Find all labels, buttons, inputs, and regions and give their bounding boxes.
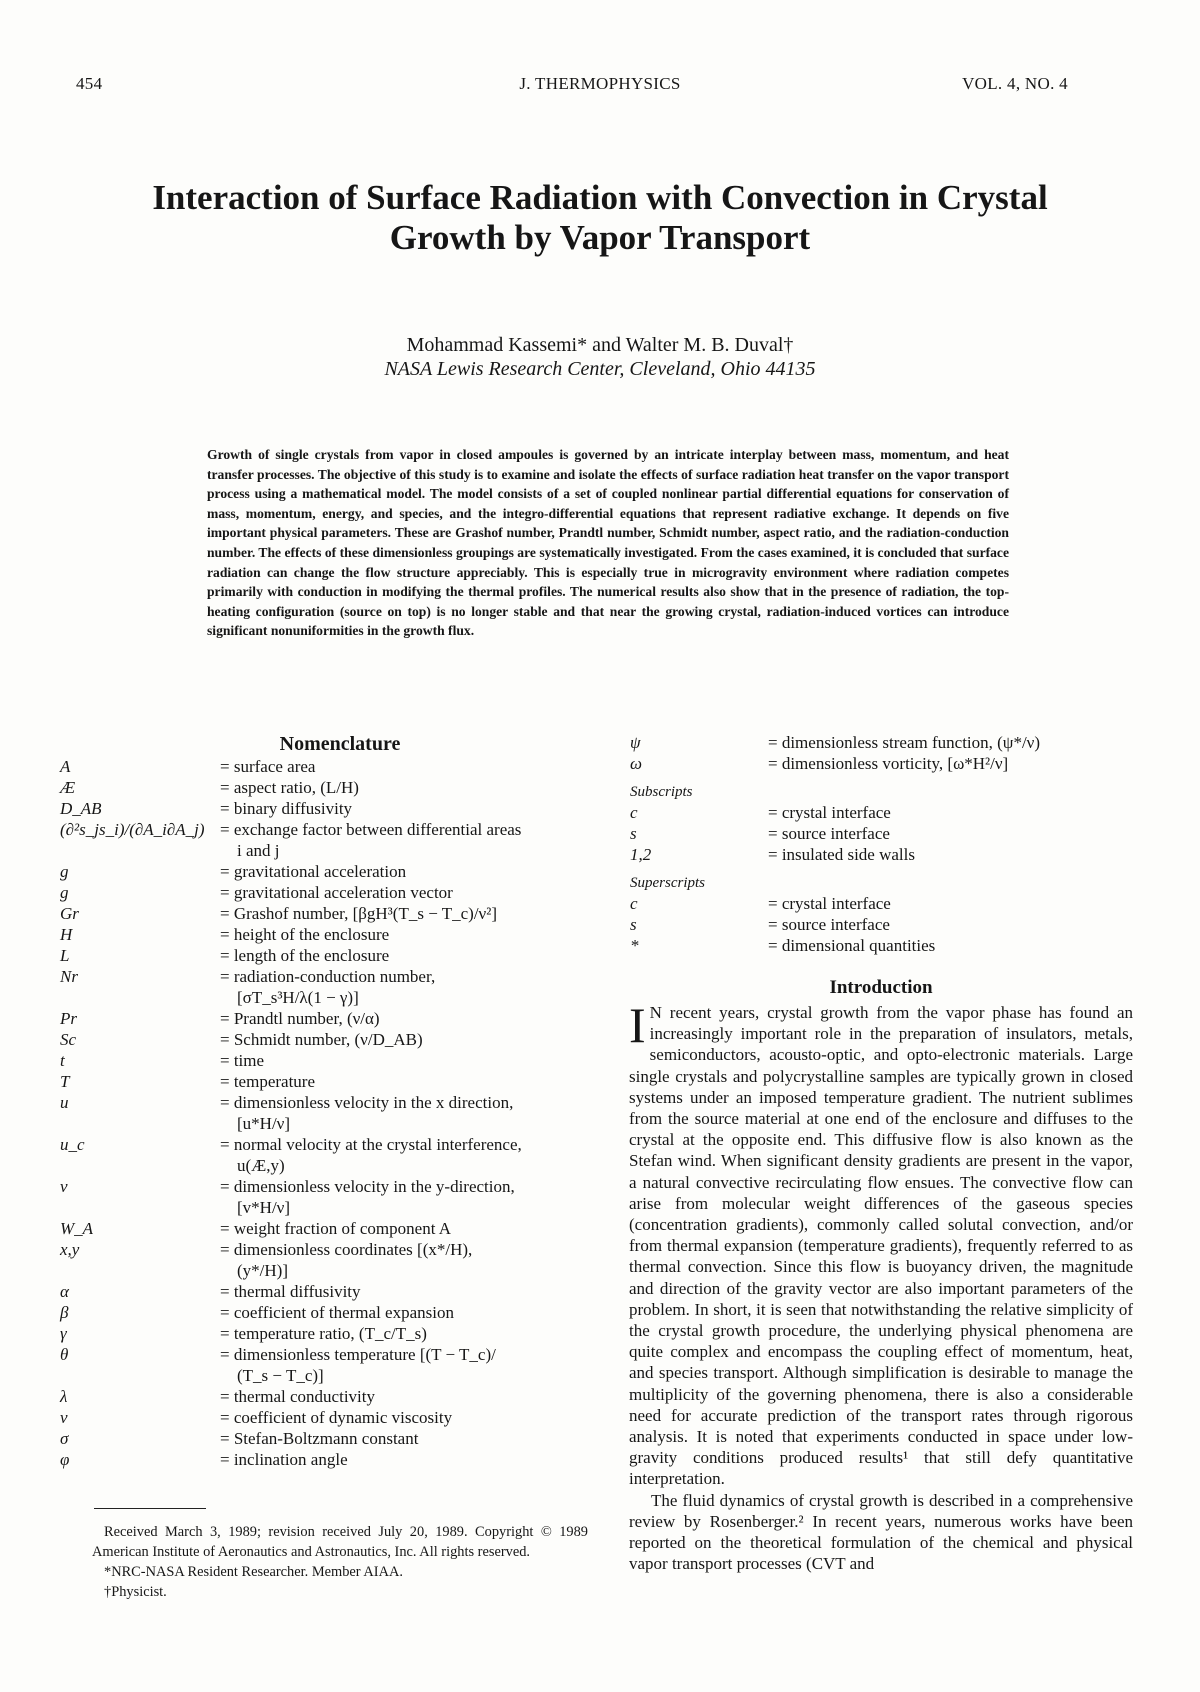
definition-text: = binary diffusivity [220,799,353,818]
definition-text: = dimensionless temperature [(T − T_c)/ [220,1345,496,1364]
definition-text: = Grashof number, [βgH³(T_s − T_c)/ν²] [220,904,497,923]
nomenclature-definition [220,1218,600,1239]
nomenclature-symbol: c [630,803,638,822]
subscripts-list [630,802,1150,865]
definition-text: = thermal diffusivity [220,1282,361,1301]
nomenclature-entry [60,1386,600,1407]
nomenclature-symbol: Æ [60,778,76,797]
nomenclature-symbol: θ [60,1345,69,1364]
nomenclature-symbol: λ [60,1387,68,1406]
page-number: 454 [76,74,103,93]
title-line-2: Growth by Vapor Transport [389,218,811,257]
nomenclature-definition [220,1008,600,1029]
nomenclature-definition [220,1281,600,1302]
nomenclature-symbol: T [60,1072,70,1091]
nomenclature-entry [60,924,600,945]
nomenclature-entry [630,753,1150,774]
footnote-author-1: *NRC-NASA Resident Researcher. Member AIAA. [104,1564,403,1580]
nomenclature-symbol: u [60,1093,69,1112]
nomenclature-entry [630,914,1150,935]
nomenclature-symbol: c [630,894,638,913]
footnote-received: Received March 3, 1989; revision received July 20, 1989. Copyright © 1989 American Institute of Aeronautics and Astronautics, Inc. All rights reserved. [92,1524,588,1560]
definition-text: = coefficient of dynamic viscosity [220,1408,453,1427]
nomenclature-definition [220,861,600,882]
superscripts-list [630,893,1150,956]
definition-continuation: [σT_s³H/λ(1 − γ)] [237,988,359,1007]
footnote-author-2: †Physicist. [104,1584,167,1600]
nomenclature-entry [60,1239,600,1281]
nomenclature-entry [60,819,600,861]
footnote-rule [94,1508,206,1509]
nomenclature-list [60,756,600,1470]
nomenclature-symbol: 1,2 [630,845,652,864]
nomenclature-definition [220,1407,600,1428]
definition-text: = length of the enclosure [220,946,390,965]
nomenclature-entry [60,1302,600,1323]
nomenclature-entry [60,1029,600,1050]
nomenclature-left [60,732,600,1470]
nomenclature-symbol: ψ [630,733,641,752]
introduction-paragraph-2: The fluid dynamics of crystal growth is described in a comprehensive review by Rosenberger.² In recent years, numerous works have been reported on the theoretical formulation of the chemical and physical vapor transport processes (CVT and [629,1490,1133,1574]
footnotes [92,1522,588,1602]
definition-text: = time [220,1051,265,1070]
definition-text: = exchange factor between differential areas [220,820,522,839]
nomenclature-entry [630,823,1150,844]
nomenclature-entry [630,802,1150,823]
definition-text: = inclination angle [220,1450,348,1469]
nomenclature-definition: = dimensionless stream function, (ψ*/ν) [768,733,1041,752]
nomenclature-definition [220,1092,600,1134]
nomenclature-symbol: H [60,925,73,944]
nomenclature-entry [60,1281,600,1302]
nomenclature-entry [60,756,600,777]
nomenclature-entry [60,798,600,819]
nomenclature-symbol: Sc [60,1030,77,1049]
nomenclature-symbol: γ [60,1324,67,1343]
definition-text: = aspect ratio, (L/H) [220,778,359,797]
definition-text: = weight fraction of component A [220,1219,452,1238]
nomenclature-definition [220,1029,600,1050]
nomenclature-entry [60,1071,600,1092]
nomenclature-symbol: σ [60,1429,69,1448]
nomenclature-greek-list [630,732,1150,774]
nomenclature-symbol: x,y [60,1240,80,1259]
nomenclature-symbol: (∂²s_js_i)/(∂A_i∂A_j) [60,820,205,839]
nomenclature-symbol: s [630,824,637,843]
nomenclature-entry [60,966,600,1008]
nomenclature-entry [60,1008,600,1029]
title-line-1: Interaction of Surface Radiation with Convection in Crystal [152,178,1048,217]
definition-text: = dimensionless velocity in the x direction, [220,1093,514,1112]
nomenclature-symbol: α [60,1282,69,1301]
nomenclature-symbol: Pr [60,1009,77,1028]
nomenclature-heading: Nomenclature [279,733,401,755]
nomenclature-symbol: Nr [60,967,78,986]
nomenclature-definition [220,1071,600,1092]
nomenclature-definition: = dimensional quantities [768,936,936,955]
nomenclature-definition [220,1239,600,1281]
nomenclature-definition [220,1302,600,1323]
definition-text: = coefficient of thermal expansion [220,1303,454,1322]
nomenclature-right [630,732,1150,956]
authors: Mohammad Kassemi* and Walter M. B. Duval† [406,334,794,356]
nomenclature-entry [60,1092,600,1134]
nomenclature-definition [220,756,600,777]
nomenclature-definition [220,1323,600,1344]
nomenclature-symbol: Gr [60,904,79,923]
nomenclature-definition: = source interface [768,824,890,843]
nomenclature-entry [60,903,600,924]
definition-text: = temperature ratio, (T_c/T_s) [220,1324,427,1343]
nomenclature-entry [60,1134,600,1176]
definition-continuation: [v*H/ν] [237,1198,291,1217]
nomenclature-symbol: L [60,946,70,965]
nomenclature-definition [220,966,600,1008]
nomenclature-symbol: * [630,936,639,955]
nomenclature-definition: = crystal interface [768,803,891,822]
nomenclature-entry [630,893,1150,914]
nomenclature-entry [630,844,1150,865]
nomenclature-symbol: β [60,1303,69,1322]
nomenclature-definition [220,819,600,861]
nomenclature-definition [220,1344,600,1386]
nomenclature-definition [220,924,600,945]
nomenclature-symbol: g [60,883,69,902]
nomenclature-definition [220,903,600,924]
nomenclature-definition: = insulated side walls [768,845,915,864]
nomenclature-entry [60,945,600,966]
nomenclature-definition: = dimensionless vorticity, [ω*H²/ν] [768,754,1009,773]
definition-text: = thermal conductivity [220,1387,375,1406]
definition-text: = radiation-conduction number, [220,967,436,986]
definition-continuation: [u*H/ν] [237,1114,291,1133]
drop-cap: I [629,997,646,1053]
definition-text: = surface area [220,757,316,776]
nomenclature-entry [60,1218,600,1239]
nomenclature-symbol: A [60,757,71,776]
introduction-heading: Introduction [829,977,933,998]
definition-continuation: u(Æ,y) [237,1156,285,1175]
nomenclature-symbol: W_A [60,1219,94,1238]
definition-text: = height of the enclosure [220,925,390,944]
nomenclature-entry [60,861,600,882]
nomenclature-entry [630,732,1150,753]
subscripts-heading: Subscripts [630,784,693,800]
nomenclature-symbol: g [60,862,69,881]
nomenclature-entry [60,1323,600,1344]
nomenclature-entry [60,882,600,903]
definition-continuation: (y*/H)] [237,1261,288,1280]
nomenclature-entry [60,1050,600,1071]
definition-text: = gravitational acceleration [220,862,407,881]
definition-text: = Stefan-Boltzmann constant [220,1429,419,1448]
superscripts-heading: Superscripts [630,875,705,891]
definition-text: = gravitational acceleration vector [220,883,453,902]
introduction-paragraph-1 [629,997,1133,1490]
nomenclature-definition [220,882,600,903]
nomenclature-symbol: ν [60,1408,68,1427]
nomenclature-entry [60,1176,600,1218]
paper-title [80,178,1120,258]
journal-name: J. THERMOPHYSICS [519,74,681,93]
nomenclature-entry [60,1449,600,1470]
nomenclature-entry [60,777,600,798]
nomenclature-definition [220,798,600,819]
definition-text: = dimensionless coordinates [(x*/H), [220,1240,473,1259]
abstract: Growth of single crystals from vapor in closed ampoules is governed by an intricate interplay between mass, momentum, and heat transfer processes. The objective of this study is to examine and isolate the effects of surface radiation heat transfer on the vapor transport process using a mathematical model. The model consists of a set of coupled nonlinear partial differential equations for conservation of mass, momentum, energy, and species, and the integro-differential equations that represent radiative exchange. It depends on five important physical parameters. These are Grashof number, Prandtl number, Schmidt number, aspect ratio, and the radiation-conduction number. The effects of these dimensionless groupings are systematically investigated. From the cases examined, it is concluded that surface radiation can change the flow structure appreciably. This is especially true in microgravity environment where radiation competes primarily with conduction in modifying the thermal profiles. The numerical results also show that in the presence of radiation, the top-heating configuration (source on top) is no longer stable and that near the growing crystal, radiation-induced vortices can introduce significant nonuniformities in the growth flux. [207,447,1009,639]
nomenclature-definition [220,1428,600,1449]
definition-continuation: i and j [237,841,280,860]
definition-text: = Prandtl number, (ν/α) [220,1009,380,1028]
nomenclature-entry [630,935,1150,956]
nomenclature-entry [60,1428,600,1449]
definition-continuation: (T_s − T_c)] [237,1366,324,1385]
volume-issue: VOL. 4, NO. 4 [962,74,1068,93]
nomenclature-symbol: ω [630,754,643,773]
nomenclature-definition: = source interface [768,915,890,934]
nomenclature-definition [220,1386,600,1407]
nomenclature-symbol: s [630,915,637,934]
nomenclature-definition [220,1449,600,1470]
definition-text: = temperature [220,1072,316,1091]
definition-text: = Schmidt number, (ν/D_AB) [220,1030,423,1049]
nomenclature-definition [220,1176,600,1218]
affiliation: NASA Lewis Research Center, Cleveland, Ohio 44135 [384,358,816,380]
nomenclature-entry [60,1344,600,1386]
nomenclature-symbol: t [60,1051,65,1070]
paragraph-1-text: N recent years, crystal growth from the vapor phase has found an increasingly important role in the preparation of insulators, metals, semiconductors, acousto-optic, and opto-electronic materials. Large single crystals and polycrystalline samples are typically grown in closed systems under an imposed temperature gradient. The nutrient sublimes from the source material at one end of the enclosure and diffuses to the crystal at the opposite end. This diffusive flow is also known as the Stefan wind. When significant density gradients are present in the vapor, a natural convective recirculating flow ensues. The convective flow can arise from molecular weight differences of the gaseous species (concentration gradients), commonly called solutal convection, and/or from thermal expansion (temperature gradients), frequently referred to as thermal convection. Since this flow is buoyancy driven, the magnitude and direction of the gravity vector are also important parameters of the problem. In short, it is seen that notwithstanding the relative simplicity of the crystal growth procedure, the underlying physical phenomena are quite complex and encompass the coupling effect of momentum, heat, and species transport. Although simplification is desirable to manage the multiplicity of the governing phenomena, there is also a considerable need for accurate prediction of the transport rates through rigorous analysis. It is noted that experiments conducted in space under low-gravity conditions produced results¹ that still defy quantitative interpretation. [629,1003,1133,1489]
definition-text: = dimensionless velocity in the y-direction, [220,1177,515,1196]
nomenclature-entry [60,1407,600,1428]
nomenclature-symbol: u_c [60,1135,85,1154]
introduction-section [629,976,1133,1574]
nomenclature-symbol: D_AB [60,799,102,818]
nomenclature-definition: = crystal interface [768,894,891,913]
definition-text: = normal velocity at the crystal interference, [220,1135,522,1154]
nomenclature-definition [220,945,600,966]
nomenclature-symbol: v [60,1177,68,1196]
nomenclature-definition [220,1134,600,1176]
nomenclature-symbol: φ [60,1450,70,1469]
nomenclature-definition [220,1050,600,1071]
nomenclature-definition [220,777,600,798]
